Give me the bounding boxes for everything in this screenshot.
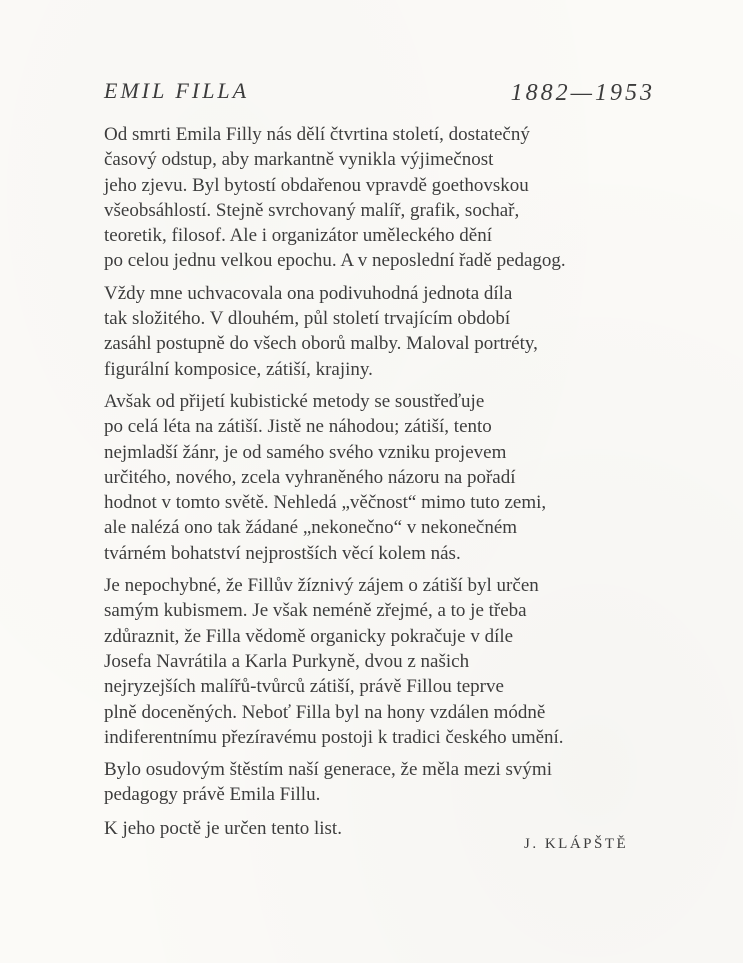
text-line: po celou jednu velkou epochu. A v neposlední řadě pedagog. <box>104 250 566 272</box>
text-line: ale nalézá ono tak žádané „nekonečno“ v nekonečném <box>104 517 518 539</box>
paragraph <box>104 122 674 274</box>
text-line: nejmladší žánr, je od samého svého vzniku projevem <box>104 441 507 463</box>
author-heading: EMIL FILLA <box>104 78 250 103</box>
text-line: Josefa Navrátila a Karla Purkyně, dvou z našich <box>104 650 470 672</box>
text-line: Je nepochybné, že Fillův žíznivý zájem o zátiší byl určen <box>104 575 539 597</box>
text-line: figurální komposice, zátiší, krajiny. <box>104 358 373 380</box>
text-line: Avšak od přijetí kubistické metody se soustřeďuje <box>104 390 485 412</box>
text-line: zdůraznit, že Filla vědomě organicky pokračuje v díle <box>104 625 514 647</box>
text-line: Od smrti Emila Filly nás dělí čtvrtina století, dostatečný <box>104 124 530 145</box>
text-line: jeho zjevu. Byl bytostí obdařenou vpravdě goethovskou <box>104 174 529 196</box>
text-line: nejryzejších malířů-tvůrců zátiší, právě Fillou teprve <box>104 676 504 698</box>
life-dates: 1882—1953 <box>510 80 655 106</box>
text-line: hodnot v tomto světě. Nehledá „věčnost“ mimo tuto zemi, <box>104 492 547 514</box>
header <box>104 78 655 112</box>
text-line: samým kubismem. Je však neméně zřejmé, a to je třeba <box>104 600 527 622</box>
text-line: zasáhl postupně do všech oborů malby. Maloval portréty, <box>104 333 538 355</box>
text-line: pedagogy právě Emila Fillu. <box>104 784 321 806</box>
text-line: Bylo osudovým štěstím naší generace, že měla mezi svými <box>104 759 552 781</box>
text-line: určitého, nového, zcela vyhraněného názoru na pořadí <box>104 466 516 488</box>
paragraph <box>104 757 674 808</box>
paragraph <box>104 573 674 750</box>
closing-line: K jeho poctě je určen tento list. <box>104 818 342 839</box>
text-line: tvárném bohatství nejprostších věcí kolem nás. <box>104 542 461 564</box>
text-line: tak složitého. V dlouhém, půl století trvajícím období <box>104 308 511 330</box>
paragraph <box>104 389 674 566</box>
paragraph <box>104 281 674 382</box>
body-text <box>104 122 674 815</box>
text-line: plně doceněných. Neboť Filla byl na hony vzdálen módně <box>104 701 546 723</box>
text-line: indiferentnímu přezíravému postoji k tradici českého umění. <box>104 726 564 748</box>
signature: J. KLÁPŠTĚ <box>524 836 629 852</box>
text-line: Vždy mne uchvacovala ona podivuhodná jednota díla <box>104 282 513 304</box>
text-line: po celá léta na zátiší. Jistě ne náhodou; zátiší, tento <box>104 416 492 438</box>
text-line: teoretik, filosof. Ale i organizátor uměleckého dění <box>104 225 492 247</box>
text-line: všeobsáhlostí. Stejně svrchovaný malíř, grafik, sochař, <box>104 199 520 221</box>
text-line: časový odstup, aby markantně vynikla výjimečnost <box>104 149 494 171</box>
